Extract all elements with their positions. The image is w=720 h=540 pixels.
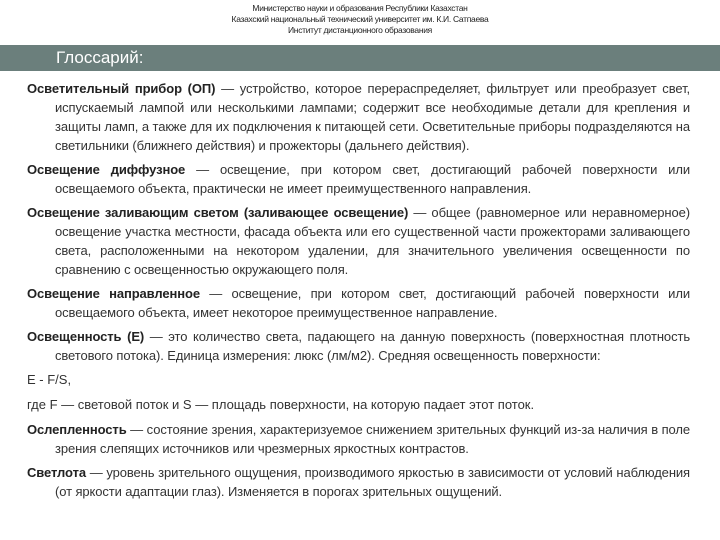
definition: — освещение, при котором свет, достигающий рабочей поверхности или освещаемого объекта, практически не имеет преимущественного направления. [55,162,690,196]
title-band [0,45,720,71]
term: Освещение заливающим светом (заливающее освещение) [27,205,409,220]
glossary-entry [27,79,690,155]
ministry-line: Министерство науки и образования Республики Казахстан [252,3,468,13]
glossary-entry [27,284,690,322]
definition: — устройство, которое перераспределяет, фильтрует или преобразует свет, испускаемый лампой или несколькими лампами; содержит все необходимые детали для крепления и защиты ламп, а также для их подключения к питающей сети. Осветительные приборы подразделяются на светильники (ближнего действия) и прожекторы (дальнего действия). [55,81,690,153]
formula-note: где F — световой поток и S — площадь поверхности, на которую падает этот поток. [27,397,535,412]
definition: — освещение, при котором свет, достигающий рабочей поверхности или освещаемого объекта, имеет некоторое преимущественное направление. [55,286,690,320]
glossary-entry [27,463,690,501]
page-title: Глоссарий: [56,48,144,67]
glossary-entry [27,420,690,458]
formula: E - F/S, [27,372,72,387]
glossary-entry [27,203,690,279]
term: Осветительный прибор (ОП) [27,81,216,96]
glossary-entry [27,160,690,198]
term: Освещение диффузное [27,162,186,177]
glossary-entry [27,327,690,365]
term: Светлота [27,465,86,480]
term: Освещение направленное [27,286,200,301]
definition: — общее (равномерное или неравномерное) освещение участка местности, фасада объекта или его существенной части прожекторами заливающего света, расположенными на некотором удалении, для значительного увеличения освещенности по сравнению с освещенностью окружающего поля. [55,205,690,277]
institution-header [0,3,720,36]
definition: — уровень зрительного ощущения, производимого яркостью в зависимости от условий наблюдения (от яркости адаптации глаз). Изменяется в порогах зрительных ощущений. [55,465,690,499]
definition: — это количество света, падающего на данную поверхность (поверхностная плотность светового потока). Единица измерения: люкс (лм/м2). Средняя освещенность поверхности: [55,329,690,363]
institute-line: Институт дистанционного образования [287,25,432,35]
university-line: Казахский национальный технический университет им. К.И. Сатпаева [231,14,489,24]
term: Освещенность (Е) [27,329,145,344]
glossary [27,79,690,506]
term: Ослепленность [27,422,127,437]
definition: — состояние зрения, характеризуемое снижением зрительных функций из-за наличия в поле зрения слепящих источников или чрезмерных яркостных контрастов. [55,422,690,456]
